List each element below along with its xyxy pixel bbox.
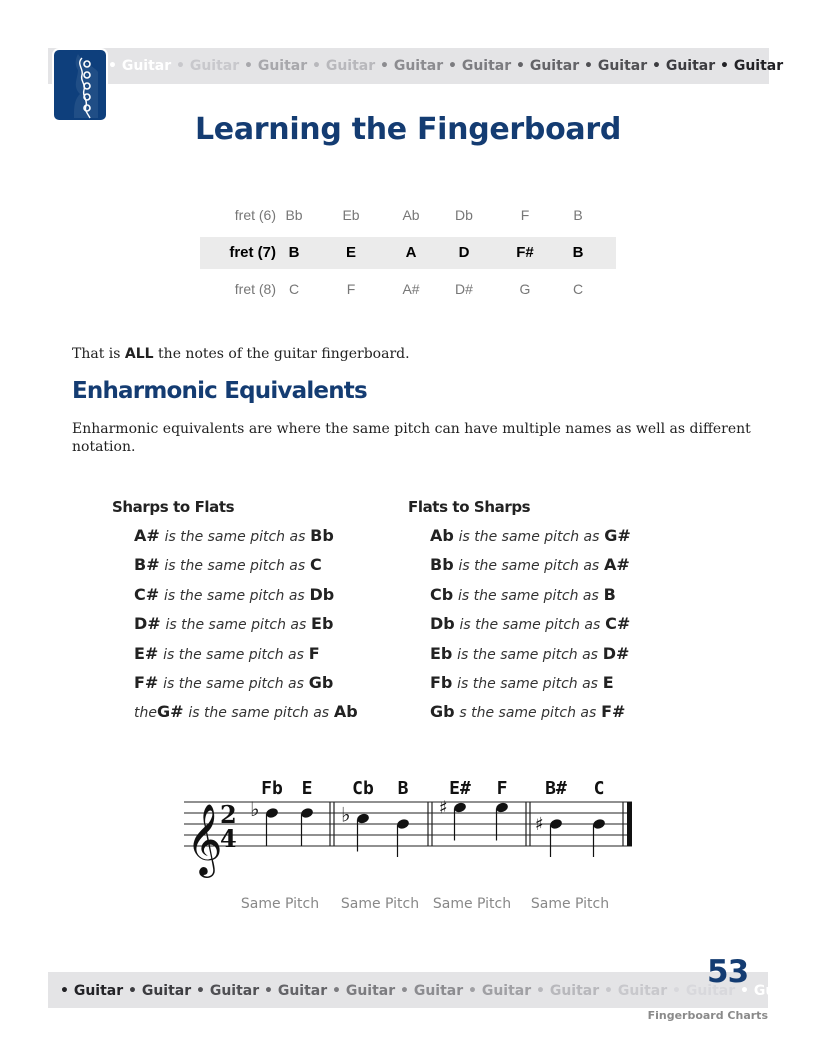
item-note-left: E# [134, 643, 159, 663]
item-phrase: is the same pitch as [457, 587, 599, 604]
item-phrase: is the same pitch as [458, 558, 600, 575]
fret-note: B [288, 244, 300, 261]
footer-word: • Guitar [740, 983, 804, 999]
enharmonic-item [430, 673, 631, 702]
music-notation [180, 770, 640, 912]
intro-after: the notes of the guitar fingerboard. [158, 346, 410, 362]
footer-word: • Guitar [400, 983, 468, 999]
fret-note: C [572, 281, 584, 297]
fret-note: F [520, 207, 530, 223]
enharmonic-item [134, 702, 358, 731]
flat-icon: ♭ [341, 802, 351, 827]
fret-note: F# [516, 244, 534, 261]
intro-before: That is [72, 346, 121, 362]
footer-word: • Guitar [332, 983, 400, 999]
sharp-icon: ♯ [439, 797, 448, 819]
intro-bold: ALL [124, 346, 154, 362]
item-phrase: is the same pitch as [457, 675, 598, 692]
fret-row [200, 237, 616, 269]
footer-label: Fingerboard Charts [647, 1009, 768, 1022]
flats-to-sharps-heading: Flats to Sharps [408, 498, 531, 516]
item-note-right: Gb [308, 672, 334, 692]
note-name: Cb [352, 778, 374, 799]
footer-guitar-words [60, 983, 803, 999]
time-signature-top: 2 [220, 800, 237, 829]
item-note-right: Eb [311, 614, 334, 634]
item-note-right: F# [601, 702, 626, 722]
item-note-left: Eb [430, 643, 453, 663]
fret-note: F [346, 281, 356, 297]
item-note-left: Ab [430, 526, 454, 545]
header-word: • Guitar [108, 58, 176, 74]
header-word: • Guitar [176, 58, 244, 74]
item-note-right: E [602, 672, 614, 692]
flats-to-sharps-list [430, 526, 631, 732]
item-phrase: is the same pitch as [459, 617, 601, 634]
same-pitch-caption: Same Pitch [240, 896, 320, 912]
header-guitar-words [108, 58, 783, 74]
enharmonic-item [134, 614, 358, 643]
item-note-right: F [308, 643, 320, 663]
note-name: Fb [261, 778, 283, 799]
footer-word: • Guitar [196, 983, 264, 999]
item-phrase: is the same pitch as [457, 646, 598, 663]
same-pitch-caption: Same Pitch [340, 896, 420, 912]
section-description: Enharmonic equivalents are where the same pitch can have multiple names as well as different notation. [72, 421, 751, 455]
fret-note: B [573, 207, 583, 223]
item-note-left: Gb [430, 702, 455, 722]
footer-word: • Guitar [128, 983, 196, 999]
enharmonic-item [430, 526, 631, 555]
item-note-right: B [603, 584, 616, 604]
item-phrase: is the same pitch as [163, 646, 304, 663]
item-note-right: C [309, 555, 322, 575]
item-note-left: Db [430, 614, 455, 634]
item-prefix: the [134, 705, 157, 722]
item-note-left: D# [134, 614, 161, 634]
header-word: • Guitar [380, 58, 448, 74]
header-word: • Guitar [584, 58, 652, 74]
item-note-right: C# [605, 614, 631, 634]
fret-note: A# [402, 281, 420, 297]
footer-word: • Guitar [672, 983, 740, 999]
item-note-right: Db [309, 584, 335, 604]
same-pitch-caption: Same Pitch [530, 896, 610, 912]
sharps-to-flats-heading: Sharps to Flats [112, 498, 235, 516]
sharps-to-flats-list [134, 526, 358, 732]
fret-note: A [405, 244, 417, 261]
footer-word: • Guitar [60, 983, 128, 999]
fret-note: C [288, 281, 300, 297]
note-name: E# [449, 778, 471, 799]
header-word: • Guitar [312, 58, 380, 74]
fret-row [200, 200, 616, 232]
header-word: • Guitar [652, 58, 720, 74]
enharmonic-item [134, 673, 358, 702]
fret-row [200, 274, 616, 306]
same-pitch-caption: Same Pitch [432, 896, 512, 912]
enharmonic-item [134, 644, 358, 673]
fret-note: Bb [285, 207, 303, 223]
enharmonic-item [430, 614, 631, 643]
item-phrase: is the same pitch as [163, 587, 305, 604]
enharmonic-item [430, 702, 631, 731]
final-bar-line [627, 802, 632, 846]
note-name: B# [545, 778, 567, 799]
item-note-left: Fb [430, 672, 453, 692]
header-word: • Guitar [516, 58, 584, 74]
item-note-right: A# [604, 555, 630, 575]
fret-table [200, 200, 616, 311]
item-phrase: is the same pitch as [163, 675, 304, 692]
enharmonic-item [134, 526, 358, 555]
footer-word: • Guitar [536, 983, 604, 999]
flat-icon: ♭ [250, 797, 260, 821]
header-word: • Guitar [720, 58, 784, 74]
item-phrase: is the same pitch as [165, 617, 307, 634]
item-note-right: Ab [333, 702, 358, 722]
item-note-left: Cb [430, 584, 454, 604]
fret-label: fret (6) [234, 207, 276, 223]
fret-note: Eb [342, 207, 360, 223]
enharmonic-item [430, 585, 631, 614]
fret-note: Db [455, 207, 473, 223]
header-word: • Guitar [448, 58, 516, 74]
footer-word: • Guitar [604, 983, 672, 999]
page-title: Learning the Fingerboard [194, 112, 622, 147]
item-note-left: G# [156, 702, 184, 722]
item-phrase: is the same pitch as [458, 529, 600, 545]
sharp-icon: ♯ [535, 814, 544, 835]
item-phrase: is the same pitch as [164, 558, 306, 575]
item-note-right: Bb [310, 526, 334, 545]
header-word: • Guitar [244, 58, 312, 74]
footer-word: • Guitar [264, 983, 332, 999]
fret-note: Ab [402, 207, 420, 223]
intro-text [72, 345, 410, 363]
guitar-neck-icon [54, 50, 106, 120]
enharmonic-item [134, 555, 358, 584]
fret-label: fret (7) [229, 244, 276, 261]
item-phrase: s the same pitch as [459, 705, 597, 722]
fret-note: E [345, 244, 357, 261]
note-name: C [593, 778, 605, 799]
fret-label: fret (8) [234, 281, 276, 297]
item-note-right: G# [604, 526, 631, 545]
page-number: 53 [707, 954, 749, 990]
fret-note: B [572, 244, 584, 261]
item-note-left: A# [134, 526, 160, 545]
enharmonic-item [134, 585, 358, 614]
logo [54, 50, 106, 120]
note-name: B [397, 778, 409, 799]
fret-note: G [519, 281, 531, 297]
item-note-left: F# [134, 672, 159, 692]
note-name: E [301, 778, 313, 799]
item-note-left: C# [134, 584, 160, 604]
enharmonic-item [430, 555, 631, 584]
time-signature-bottom: 4 [220, 824, 237, 853]
item-note-right: D# [602, 643, 630, 663]
item-note-left: B# [134, 555, 160, 575]
staff-notation [180, 770, 640, 912]
section-title: Enharmonic Equivalents [72, 378, 367, 404]
fret-note: D# [455, 281, 473, 297]
item-note-left: Bb [430, 555, 454, 575]
item-phrase: is the same pitch as [164, 529, 306, 545]
item-phrase: is the same pitch as [188, 705, 330, 722]
treble-clef-icon: 𝄞 [186, 802, 223, 875]
footer-word: • Guitar [468, 983, 536, 999]
note-name: F [496, 778, 508, 799]
fret-note: D [458, 244, 470, 261]
enharmonic-item [430, 644, 631, 673]
